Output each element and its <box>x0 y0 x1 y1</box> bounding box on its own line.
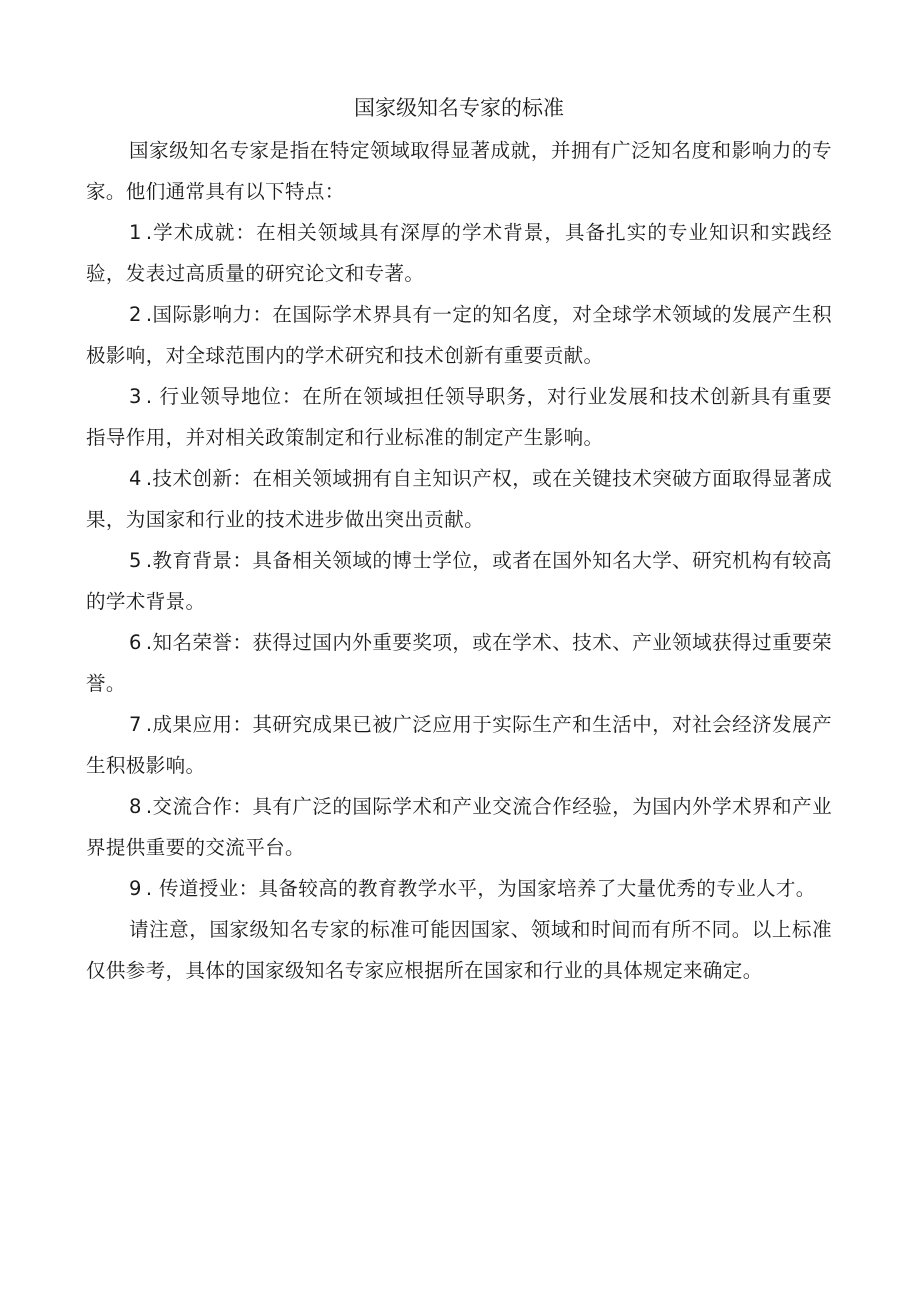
item-text: .技术创新：在相关领域拥有自主知识产权，或在关键技术突破方面取得显著成果，为国家和行业的技术进步做出突出贡献。 <box>86 467 832 531</box>
list-item <box>86 458 832 540</box>
document-title: 国家级知名专家的标准 <box>354 96 564 120</box>
list-item <box>86 212 832 294</box>
list-item <box>86 540 832 622</box>
item-text: .交流合作：具有广泛的国际学术和产业交流合作经验，为国内外学术界和产业界提供重要的交流平台。 <box>86 795 832 859</box>
list-item <box>86 294 832 376</box>
item-text: .国际影响力：在国际学术界具有一定的知名度，对全球学术领域的发展产生积极影响，对全球范围内的学术研究和技术创新有重要贡献。 <box>86 303 832 367</box>
item-number: 2 <box>129 303 142 326</box>
item-text: . 传道授业：具备较高的教育教学水平，为国家培养了大量优秀的专业人才。 <box>145 877 816 900</box>
list-item <box>86 868 832 909</box>
document-page <box>86 88 832 991</box>
item-text: .学术成就：在相关领域具有深厚的学术背景，具备扎实的专业知识和实践经验，发表过高质量的研究论文和专著。 <box>86 221 832 285</box>
item-text: . 行业领导地位：在所在领域担任领导职务，对行业发展和技术创新具有重要指导作用，并对相关政策制定和行业标准的制定产生影响。 <box>86 385 832 449</box>
list-item <box>86 376 832 458</box>
item-text: .知名荣誉：获得过国内外重要奖项，或在学术、技术、产业领域获得过重要荣誉。 <box>86 631 832 695</box>
criteria-list <box>86 212 832 909</box>
item-number: 7 <box>129 713 142 736</box>
item-number: 4 <box>129 467 142 490</box>
item-number: 5 <box>129 549 142 572</box>
item-number: 3 <box>129 385 142 408</box>
item-number: 9 <box>129 877 142 900</box>
item-text: .成果应用：其研究成果已被广泛应用于实际生产和生活中，对社会经济发展产生积极影响。 <box>86 713 832 777</box>
item-number: 6 <box>129 631 142 654</box>
note-paragraph: 请注意，国家级知名专家的标准可能因国家、领域和时间而有所不同。以上标准仅供参考，具体的国家级知名专家应根据所在国家和行业的具体规定来确定。 <box>86 918 832 982</box>
item-number: 8 <box>129 795 142 818</box>
item-number: 1 <box>129 221 142 244</box>
list-item <box>86 704 832 786</box>
list-item <box>86 786 832 868</box>
intro-paragraph: 国家级知名专家是指在特定领域取得显著成就，并拥有广泛知名度和影响力的专家。他们通常具有以下特点： <box>86 139 832 203</box>
list-item <box>86 622 832 704</box>
item-text: .教育背景：具备相关领域的博士学位，或者在国外知名大学、研究机构有较高的学术背景。 <box>86 549 832 613</box>
